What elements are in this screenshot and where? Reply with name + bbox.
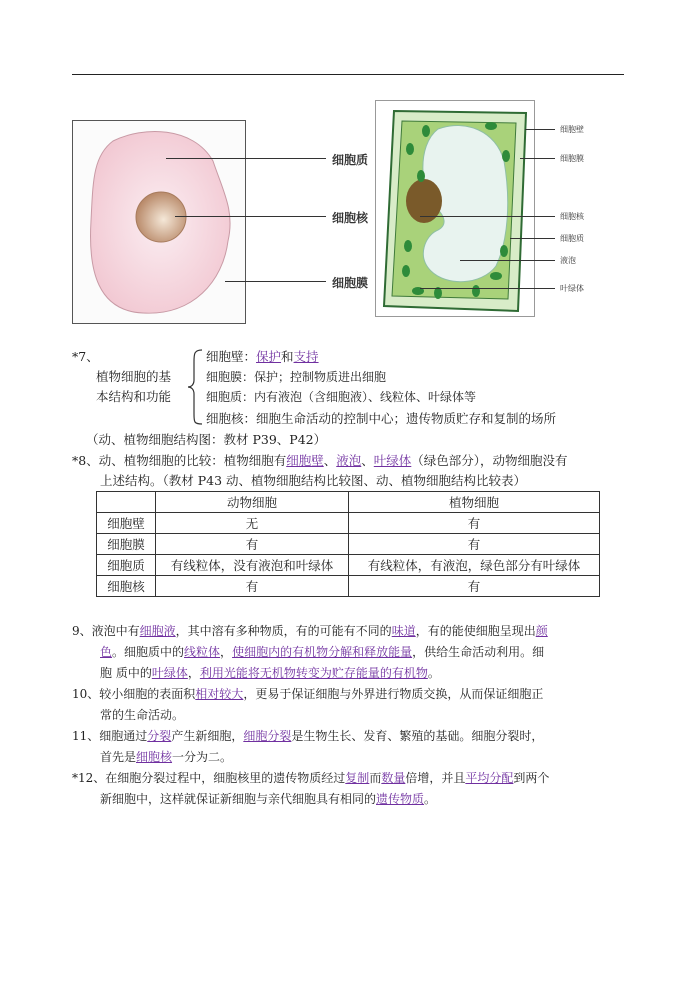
table-row — [97, 513, 600, 534]
table-header-cell: 植物细胞 — [349, 492, 600, 513]
table-cell: 有 — [349, 513, 600, 534]
header-rule — [72, 74, 624, 75]
table-cell: 细胞膜 — [97, 534, 156, 555]
item12-line1: *12、在细胞分裂过程中，细胞核里的遗传物质经过复制而数量倍增，并且平均分配到两个 — [72, 771, 550, 785]
table-cell: 细胞壁 — [97, 513, 156, 534]
table-row — [97, 534, 600, 555]
label-cell-wall: 细胞壁 — [560, 125, 584, 134]
table-row — [97, 576, 600, 597]
table-cell: 细胞质 — [97, 555, 156, 576]
item10-line2: 常的生命活动。 — [100, 708, 185, 722]
pointer-line — [520, 158, 555, 159]
table-header-cell: 动物细胞 — [156, 492, 349, 513]
table-cell: 有线粒体，有液泡，绿色部分有叶绿体 — [349, 555, 600, 576]
animal-cell-illustration — [73, 121, 245, 323]
item7-number: *7、 — [72, 349, 99, 364]
item10-line1: 10、较小细胞的表面积相对较大，更易于保证细胞与外界进行物质交换，从而保证细胞正 — [72, 687, 544, 701]
label-nucleus: 细胞核 — [332, 211, 369, 225]
item7-topic-line1: 植物细胞的基 — [96, 369, 172, 384]
table-cell: 有线粒体，没有液泡和叶绿体 — [156, 555, 349, 576]
pointer-line — [420, 216, 555, 217]
table-cell: 有 — [156, 534, 349, 555]
comparison-table — [96, 491, 600, 597]
table-cell: 无 — [156, 513, 349, 534]
pointer-line — [225, 281, 326, 282]
table-cell: 有 — [349, 534, 600, 555]
label-cytoplasm: 细胞质 — [332, 153, 369, 167]
table-header-row — [97, 492, 600, 513]
item7-topic-line2: 本结构和功能 — [96, 389, 172, 404]
table-cell: 有 — [156, 576, 349, 597]
pointer-line — [510, 238, 555, 239]
item7-branch-wall: 细胞壁：保护和支持 — [206, 349, 319, 364]
table-cell: 有 — [349, 576, 600, 597]
label-nucleus: 细胞核 — [560, 212, 584, 221]
label-chloroplast: 叶绿体 — [560, 284, 584, 293]
table-header-cell — [97, 492, 156, 513]
table-row — [97, 555, 600, 576]
pointer-line — [525, 129, 555, 130]
pointer-line — [175, 216, 326, 217]
item12-line2: 新细胞中，这样就保证新细胞与亲代细胞具有相同的遗传物质。 — [100, 792, 437, 806]
item7-note: （动、植物细胞结构图：教材 P39、P42） — [86, 432, 327, 447]
item9-line1: 9、液泡中有细胞液，其中溶有多种物质，有的可能有不同的味道，有的能使细胞呈现出颜 — [72, 624, 548, 638]
item7-branch-nucleus: 细胞核：细胞生命活动的控制中心；遗传物质贮存和复制的场所 — [206, 411, 557, 426]
item8-line1: *8、动、植物细胞的比较：植物细胞有细胞壁、液泡、叶绿体（绿色部分），动物细胞没有 — [72, 453, 568, 468]
plant-cell-illustration — [376, 101, 535, 317]
animal-cell-figure — [72, 120, 246, 324]
label-vacuole: 液泡 — [560, 256, 576, 265]
item9-line3: 胞 质中的叶绿体，利用光能将无机物转变为贮存能量的有机物。 — [100, 666, 440, 680]
label-membrane: 细胞膜 — [332, 276, 369, 290]
pointer-line — [460, 260, 555, 261]
item7-branch-cytoplasm: 细胞质：内有液泡（含细胞液）、线粒体、叶绿体等 — [206, 390, 477, 404]
pointer-line — [420, 288, 555, 289]
item8-line2: 上述结构。（教材 P43 动、植物细胞结构比较图、动、植物细胞结构比较表） — [100, 473, 527, 488]
brace-icon — [186, 348, 206, 426]
label-cell-membrane: 细胞膜 — [560, 154, 584, 163]
label-cytoplasm: 细胞质 — [560, 234, 584, 243]
item7-branch-membrane: 细胞膜：保护；控制物质进出细胞 — [206, 370, 387, 384]
item9-line2: 色。细胞质中的线粒体，使细胞内的有机物分解和释放能量，供给生命活动利用。细 — [100, 645, 545, 659]
item11-line1: 11、细胞通过分裂产生新细胞，细胞分裂是生物生长、发育、繁殖的基础。细胞分裂时， — [72, 729, 544, 743]
table-cell: 细胞核 — [97, 576, 156, 597]
plant-cell-figure — [375, 100, 535, 317]
pointer-line — [166, 158, 326, 159]
item11-line2: 首先是细胞核一分为二。 — [100, 750, 233, 764]
